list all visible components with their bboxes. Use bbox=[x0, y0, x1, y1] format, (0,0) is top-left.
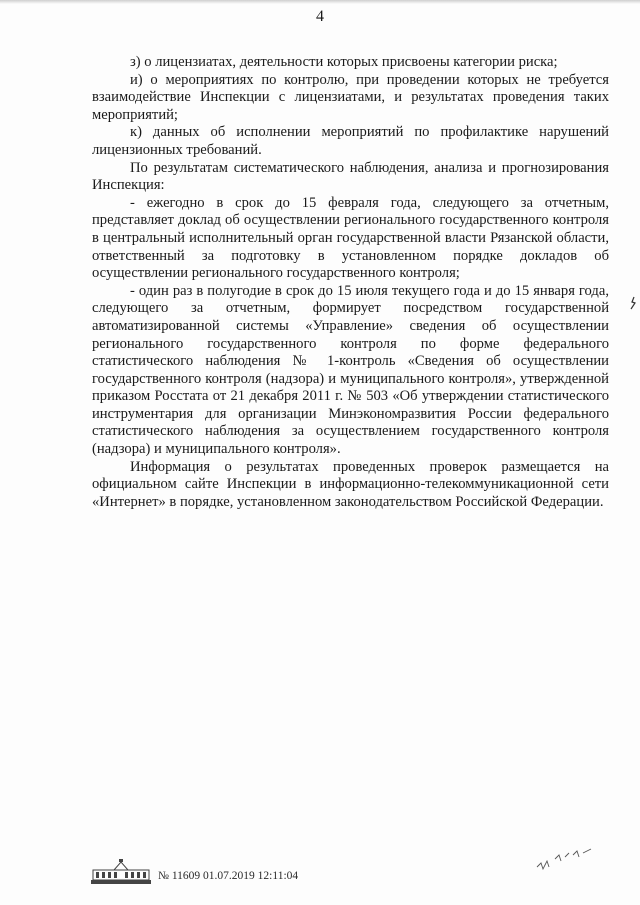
paragraph-i: и) о мероприятиях по контролю, при проведении которых не требуется взаимодействие Инспекции с лицензиатами, и результатах проведения таких мероприятий; bbox=[92, 71, 609, 123]
scan-edge bbox=[0, 0, 640, 4]
paragraph-k: к) данных об исполнении мероприятий по профилактике нарушений лицензионных требований. bbox=[92, 124, 609, 158]
registration-stamp: № 11609 01.07.2019 12:11:04 bbox=[158, 870, 299, 882]
document-body bbox=[92, 54, 609, 511]
paragraph-publication: Информация о результатах проведенных проверок размещается на официальном сайте Инспекции в информационно-телекоммуникационной сети «Интернет» в порядке, установленном законодательством Российской Федерации. bbox=[92, 458, 609, 510]
signature-scribble bbox=[535, 845, 595, 875]
building-emblem-icon bbox=[90, 858, 152, 886]
registration-footer bbox=[90, 858, 350, 888]
page-number: 4 bbox=[316, 8, 324, 25]
paragraph-semiannual-report: - один раз в полугодие в срок до 15 июля текущего года и до 15 января года, следующего за отчетным, формирует посредством государственной автоматизированной системы «Управление» сведения об осуществлении регионального государственного контроля по форме федерального статистического наблюдения № 1-контроль «Сведения об осуществлении государственного контроля (надзора) и муниципального контроля», утвержденной приказом Росстата от 21 декабря 2011 г. № 503 «Об утверждении статистического инструментария для организации Минэкономразвития России федерального статистического наблюдения за осуществлением государственного контроля (надзора) и муниципального контроля». bbox=[92, 282, 609, 458]
paragraph-monitoring-intro: По результатам систематического наблюдения, анализа и прогнозирования Инспекция: bbox=[92, 159, 609, 194]
paragraph-z: з) о лицензиатах, деятельности которых присвоены категории риска; bbox=[130, 54, 558, 70]
paragraph-annual-report: - ежегодно в срок до 15 февраля года, следующего за отчетным, представляет доклад об осуществлении регионального государственного контроля в центральный исполнительный орган государственной власти Рязанской области, ответственный за подготовку в установленном порядке докладов об осуществлении регионального государственного контроля; bbox=[92, 194, 609, 282]
margin-mark-icon bbox=[628, 296, 638, 310]
